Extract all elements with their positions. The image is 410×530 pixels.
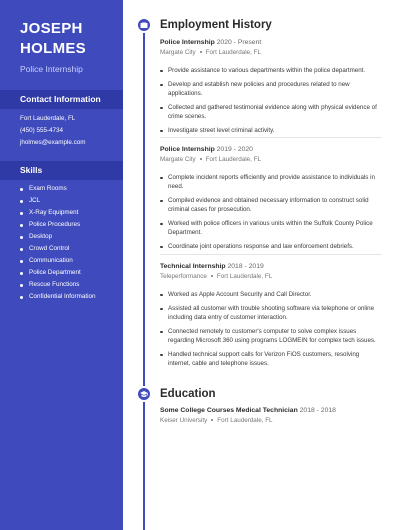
job-bullet: Handled technical support calls for Verizon FiOS customers, resolving internet, cable and telephone issues.	[160, 350, 382, 368]
job-company: Margate City	[160, 156, 196, 163]
school-name: Keiser University	[160, 417, 208, 424]
job-bullets	[160, 173, 382, 251]
candidate-name	[20, 19, 86, 59]
skill-item: JCL	[20, 195, 96, 207]
employment-marker	[136, 17, 152, 33]
job-entry	[160, 262, 382, 373]
job-title: Police Internship	[160, 39, 215, 46]
job-dates: 2018 - 2019	[227, 263, 264, 270]
job-location: Fort Lauderdale, FL	[205, 49, 262, 56]
graduation-cap-icon	[140, 390, 148, 398]
candidate-title: Police Internship	[20, 64, 83, 74]
job-bullet: Worked with police officers in various units within the Suffolk County Police Department.	[160, 219, 382, 237]
separator-dot	[200, 158, 202, 160]
job-bullet: Collected and gathered testimonial evidence along with physical evidence of crime scenes.	[160, 103, 382, 121]
employment-heading: Employment History	[160, 19, 272, 31]
separator-dot	[211, 419, 213, 421]
skills-heading: Skills	[0, 161, 123, 180]
separator-dot	[200, 51, 202, 53]
separator-dot	[211, 275, 213, 277]
job-dates: 2020 - Present	[216, 39, 262, 46]
skill-item: Confidential Information	[20, 291, 96, 303]
job-bullet: Investigate street level criminal activity.	[160, 126, 382, 135]
job-bullet: Provide assistance to various departments within the police department.	[160, 66, 382, 75]
education-heading: Education	[160, 388, 216, 400]
job-bullet: Coordinate joint operations response and law enforcement debriefs.	[160, 242, 382, 251]
job-location: Fort Lauderdale, FL	[216, 273, 273, 280]
job-dates: 2019 - 2020	[216, 146, 253, 153]
skill-item: Desktop	[20, 231, 96, 243]
divider	[160, 254, 382, 255]
job-company: Teleperformance	[160, 273, 207, 280]
job-location: Fort Lauderdale, FL	[205, 156, 262, 163]
job-bullet: Connected remotely to customer's computer to solve complex issues regarding Microsoft 360 using programs LOGMEIN for complex tech issues.	[160, 327, 382, 345]
briefcase-icon	[140, 21, 148, 29]
skill-item: Police Procedures	[20, 219, 96, 231]
skill-item: Exam Rooms	[20, 183, 96, 195]
contact-location: Fort Lauderdale, FL	[20, 115, 76, 122]
contact-email[interactable]: jholmes@example.com	[20, 139, 86, 146]
skill-item: Communication	[20, 255, 96, 267]
contact-info	[20, 113, 86, 149]
contact-phone: (450) 555-4734	[20, 127, 64, 134]
job-title: Police Internship	[160, 146, 215, 153]
job-company: Margate City	[160, 49, 196, 56]
job-bullets	[160, 66, 382, 135]
job-title: Technical Internship	[160, 263, 226, 270]
first-name: JOSEPH	[20, 20, 83, 37]
skill-item: Rescue Functions	[20, 279, 96, 291]
timeline-line	[143, 26, 145, 530]
skills-list	[20, 183, 96, 303]
job-bullet: Compiled evidence and obtained necessary information to construct solid criminal cases for prosecution.	[160, 196, 382, 214]
job-bullet: Assisted all customer with trouble shooting software via telephone or online including data entry of customer interaction.	[160, 304, 382, 322]
sidebar	[0, 0, 123, 530]
skill-item: Crowd Control	[20, 243, 96, 255]
job-bullets	[160, 290, 382, 368]
contact-heading: Contact Information	[0, 90, 123, 109]
education-dates: 2018 - 2018	[299, 407, 336, 414]
last-name: HOLMES	[20, 40, 86, 57]
divider	[160, 137, 382, 138]
job-bullet: Complete incident reports efficiently and provide assistance to individuals in need.	[160, 173, 382, 191]
job-bullet: Develop and establish new policies and procedures related to new applications.	[160, 80, 382, 98]
education-entry	[160, 406, 382, 425]
job-bullet: Worked as Apple Account Security and Call Director.	[160, 290, 382, 299]
education-marker	[136, 386, 152, 402]
skill-item: X-Ray Equipment	[20, 207, 96, 219]
skill-item: Police Department	[20, 267, 96, 279]
school-location: Fort Lauderdale, FL	[217, 417, 273, 424]
degree-title: Some College Courses Medical Technician	[160, 407, 298, 414]
job-entry	[160, 145, 382, 256]
job-entry	[160, 38, 382, 140]
